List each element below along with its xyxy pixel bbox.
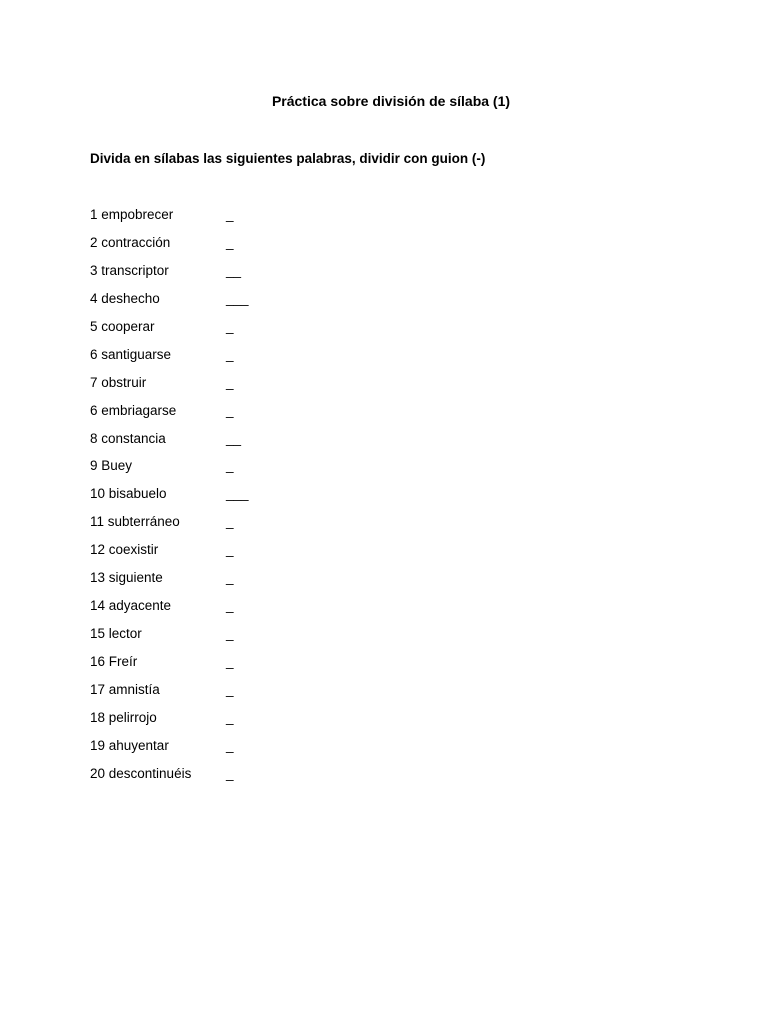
item-word: 1 empobrecer	[90, 207, 174, 222]
list-item	[90, 598, 490, 626]
list-item	[90, 319, 490, 347]
item-word: 19 ahuyentar	[90, 737, 169, 753]
item-word: 2 contracción	[90, 234, 171, 250]
answer-blank: __	[226, 430, 242, 446]
answer-blank: _	[226, 765, 234, 781]
answer-blank: _	[226, 346, 234, 362]
answer-blank: ___	[226, 486, 249, 502]
answer-blank: _	[226, 402, 234, 418]
list-item	[90, 207, 490, 235]
list-item	[90, 403, 490, 431]
item-word: 16 Freír	[90, 654, 138, 669]
list-item	[90, 542, 490, 570]
answer-blank: _	[226, 737, 234, 753]
list-item	[90, 514, 490, 542]
list-item	[90, 235, 490, 263]
answer-blank: _	[226, 626, 234, 642]
list-item	[90, 347, 490, 375]
answer-blank: _	[226, 654, 234, 669]
item-word: 5 cooperar	[90, 318, 155, 334]
item-word: 15 lector	[90, 626, 142, 642]
list-item	[90, 710, 490, 738]
answer-blank: ___	[226, 290, 249, 306]
answer-blank: _	[226, 681, 234, 697]
answer-blank: _	[226, 570, 234, 586]
answer-blank: _	[226, 234, 234, 250]
answer-blank: __	[226, 262, 242, 278]
item-word: 7 obstruir	[90, 374, 147, 390]
page-title: Práctica sobre división de sílaba (1)	[271, 93, 511, 109]
list-item	[90, 458, 490, 486]
answer-blank: _	[226, 207, 234, 222]
item-word: 10 bisabuelo	[90, 486, 167, 502]
answer-blank: _	[226, 709, 234, 725]
item-word: 4 deshecho	[90, 290, 160, 306]
answer-blank: _	[226, 458, 234, 474]
list-item	[90, 626, 490, 654]
item-word: 18 pelirrojo	[90, 709, 157, 725]
answer-blank: _	[226, 374, 234, 390]
list-item	[90, 486, 490, 514]
item-word: 9 Buey	[90, 458, 133, 474]
list-item	[90, 570, 490, 598]
list-item	[90, 375, 490, 403]
list-item	[90, 682, 490, 710]
item-word: 3 transcriptor	[90, 262, 169, 278]
word-list	[90, 207, 490, 794]
item-word: 13 siguiente	[90, 570, 163, 586]
item-word: 12 coexistir	[90, 542, 159, 558]
item-word: 20 descontinuéis	[90, 765, 192, 781]
list-item	[90, 766, 490, 794]
item-word: 6 santiguarse	[90, 346, 172, 362]
answer-blank: _	[226, 542, 234, 558]
answer-blank: _	[226, 598, 234, 614]
list-item	[90, 654, 490, 682]
item-word: 17 amnistía	[90, 681, 160, 697]
item-word: 11 subterráneo	[90, 514, 180, 530]
item-word: 6 embriagarse	[90, 402, 177, 418]
answer-blank: _	[226, 318, 234, 334]
instructions: Divida en sílabas las siguientes palabras, dividir con guion (-)	[90, 151, 486, 166]
item-word: 14 adyacente	[90, 598, 172, 614]
item-word: 8 constancia	[90, 430, 166, 446]
list-item	[90, 291, 490, 319]
list-item	[90, 738, 490, 766]
answer-blank: _	[226, 514, 234, 530]
list-item	[90, 431, 490, 459]
list-item	[90, 263, 490, 291]
